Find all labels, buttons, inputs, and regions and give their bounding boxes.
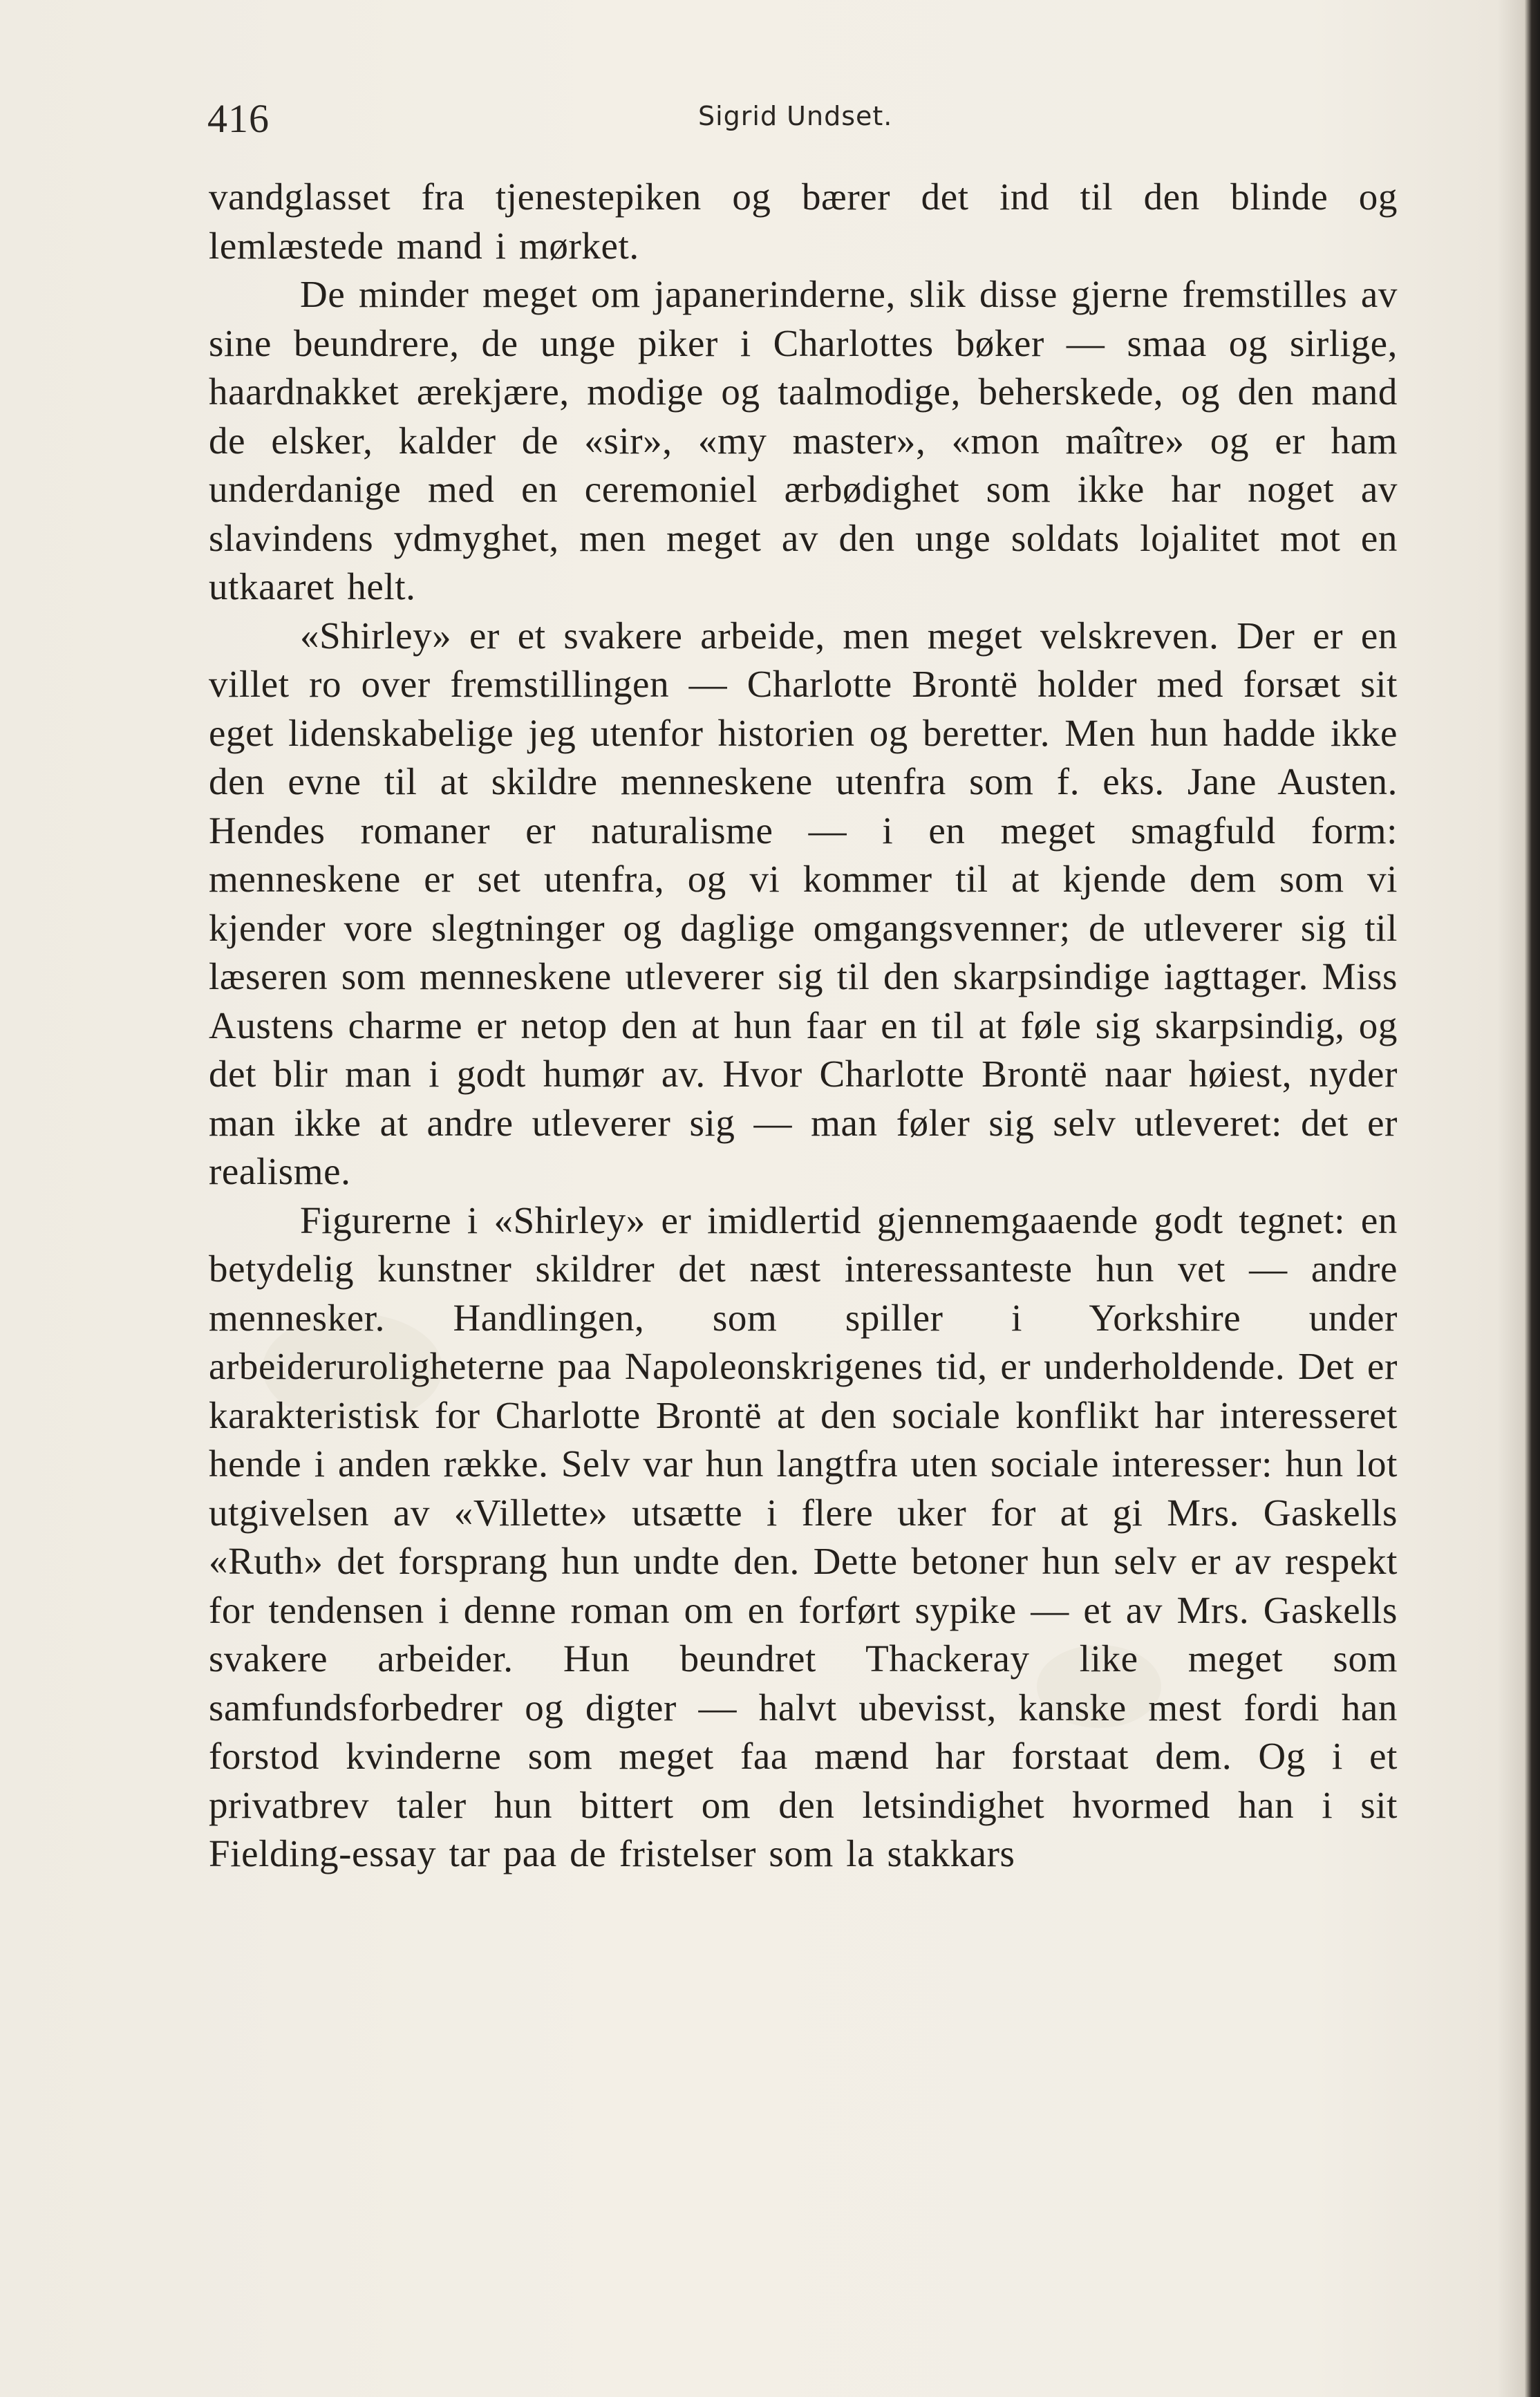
running-title: Sigrid Undset. bbox=[698, 101, 893, 131]
page-header bbox=[207, 95, 1417, 151]
page-edge bbox=[1525, 0, 1540, 2397]
paragraph: De minder meget om japanerinderne, slik disse gjerne fremstilles av sine beundrere, de unge piker i Charlottes bøker — smaa og sirlige, haardnakket ærekjære, modige og taalmodige, beherskede, og den mand de elsker, kalder de «sir», «my master», «mon maître» og er ham underdanige med en ceremoniel ærbødighet som ikke har noget av slavindens ydmyghet, men meget av den unge soldats lojalitet mot en utkaaret helt. bbox=[209, 273, 1398, 608]
paragraph: Figurerne i «Shirley» er imidlertid gjennemgaaende godt tegnet: en betydelig kunstner skildrer det næst interessanteste hun vet — andre mennesker. Handlingen, som spiller i Yorkshire under arbeideruroligheterne paa Napoleonskrigenes tid, er underholdende. Det er karakteristisk for Charlotte Brontë at den sociale konflikt har interesseret hende i anden række. Selv var hun langtfra uten sociale interesser: hun lot utgivelsen av «Villette» utsætte i flere uker for at gi Mrs. Gaskells «Ruth» det forsprang hun undte den. Dette betoner hun selv er av respekt for tendensen i denne roman om en forført sypike — et av Mrs. Gaskells svakere arbeider. Hun beundret Thackeray like meget som samfundsforbedrer og digter — halvt ubevisst, kanske mest fordi han forstod kvinderne som meget faa mænd har forstaat dem. Og i et privatbrev taler hun bittert om den letsindighet hvormed han i sit Fielding-essay tar paa de fristelser som la stakkars bbox=[209, 1198, 1398, 1874]
body-text bbox=[209, 173, 1398, 1879]
paragraph: «Shirley» er et svakere arbeide, men meget velskreven. Der er en villet ro over fremstillingen — Charlotte Brontë holder med forsæt sit eget lidenskabelige jeg utenfor historien og beretter. Men hun hadde ikke den evne til at skildre menneskene utenfra som f. eks. Jane Austen. Hendes romaner er naturalisme — i en meget smagfuld form: menneskene er set utenfra, og vi kommer til at kjende dem som vi kjender vore slegtninger og daglige omgangsvenner; de utleverer sig til læseren som menneskene utleverer sig til den skarpsindige iagttager. Miss Austens charme er netop den at hun faar en til at føle sig skarpsindig, og det blir man i godt humør av. Hvor Charlotte Brontë naar høiest, nyder man ikke at andre utleverer sig — man føler sig selv utleveret: det er realisme. bbox=[209, 614, 1398, 1192]
page-number: 416 bbox=[207, 96, 270, 141]
paragraph: vandglasset fra tjenestepiken og bærer det ind til den blinde og lemlæstede mand i mørket. bbox=[209, 176, 1398, 267]
binding-shadow bbox=[1497, 0, 1525, 2397]
